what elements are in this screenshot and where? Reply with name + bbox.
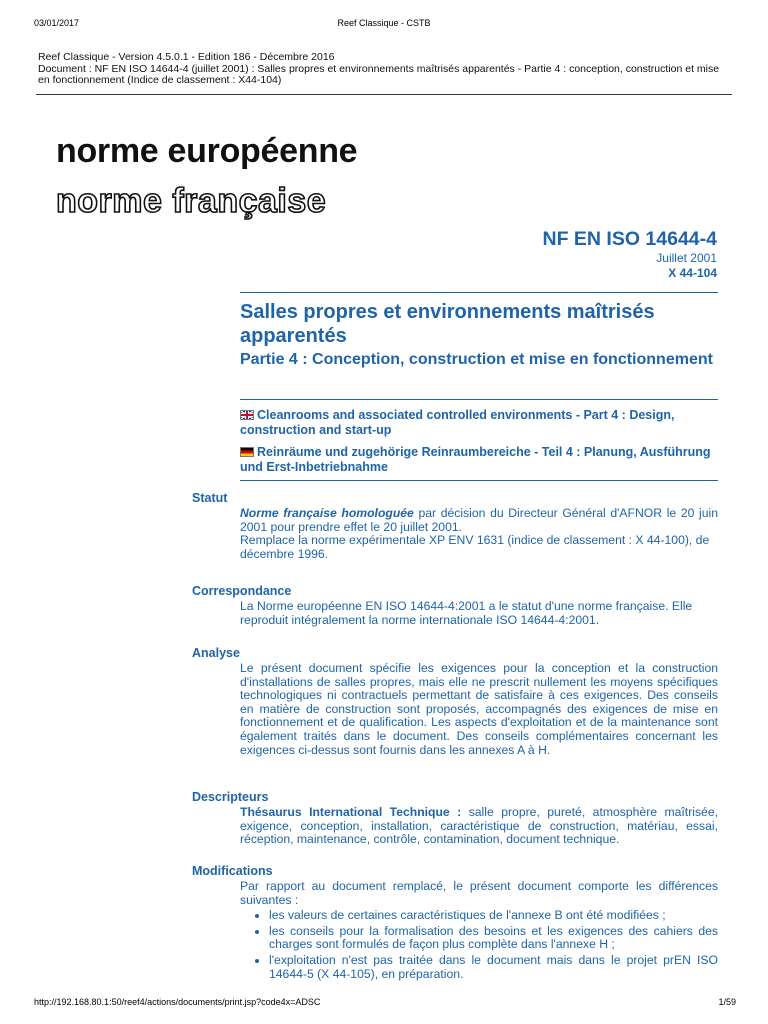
- title-divider-middle: [240, 399, 718, 400]
- list-item: • les valeurs de certaines caractéristiques de l'annexe B ont été modifiées ;: [269, 909, 718, 923]
- section-body-modifications: [240, 880, 718, 983]
- print-title: Reef Classique - CSTB: [337, 18, 431, 28]
- section-label-analyse: Analyse: [192, 646, 240, 660]
- descripteurs-thesaurus-label: Thésaurus International Technique :: [240, 805, 462, 819]
- statut-emphasis: Norme française homologuée: [240, 506, 414, 520]
- modifications-intro: Par rapport au document remplacé, le présent document comporte les différences suivantes :: [240, 879, 718, 907]
- norme-francaise-heading: norme française: [56, 182, 327, 220]
- german-flag-icon: [240, 447, 254, 457]
- uk-flag-icon: [240, 410, 254, 420]
- standard-reference: NF EN ISO 14644-4: [542, 228, 717, 250]
- section-label-statut: Statut: [192, 491, 228, 505]
- print-date: 03/01/2017: [34, 18, 80, 28]
- header-divider: [36, 94, 732, 95]
- english-title-text: Cleanrooms and associated controlled environments - Part 4 : Design, construction and start-up: [240, 408, 675, 437]
- english-title: [240, 408, 718, 438]
- document-title: Salles propres et environnements maîtrisés apparentés: [240, 301, 655, 347]
- section-body-correspondance: La Norme européenne EN ISO 14644-4:2001 a le statut d'une norme française. Elle reproduit intégralement la norme internationale ISO 14644-4:2001.: [240, 599, 693, 627]
- standard-classification: X 44-104: [668, 266, 717, 280]
- section-body-analyse: Le présent document spécifie les exigences pour la conception et la construction d'installations de salles propres, mais elle ne prescrit nullement les moyens spécifiques technologiques ni contractuels permettant de satisfaire à ces exigences. Des conseils en matière de construction sont proposés, accompagnés des exigences de mise en fonctionnement et de qualification. Les aspects d'exploitation et de la maintenance sont également traités dans le document. Des conseils complémentaires concernant les exigences ci-dessus sont fournis dans les annexes A à H.: [240, 661, 718, 757]
- section-label-descripteurs: Descripteurs: [192, 790, 269, 804]
- section-body-statut: [240, 507, 718, 561]
- statut-replaces-text: Remplace la norme expérimentale XP ENV 1631 (indice de classement : X 44-100), de décembre 1996.: [240, 533, 710, 561]
- document-meta: [38, 52, 728, 87]
- meta-version-line: Reef Classique - Version 4.5.0.1 - Edition 186 - Décembre 2016: [38, 51, 335, 63]
- norme-europeenne-heading: norme européenne: [56, 132, 358, 170]
- section-body-descripteurs: [240, 806, 718, 847]
- title-divider-top: [240, 292, 718, 293]
- descripteurs-text: salle propre, pureté, atmosphère maîtrisée, exigence, conception, installation, caractéristique de construction, matériau, essai, réception, maintenance, contrôle, contamination, document technique.: [240, 805, 718, 847]
- statut-text: par décision du Directeur Général d'AFNOR le 20 juin 2001 pour prendre effet le 20 juillet 2001.: [240, 506, 718, 534]
- statut-paragraph: [240, 507, 718, 534]
- section-label-correspondance: Correspondance: [192, 584, 292, 598]
- modifications-list: [240, 909, 718, 981]
- print-url: http://192.168.80.1:50/reef4/actions/documents/print.jsp?code4x=ADSC: [34, 997, 321, 1007]
- page-number: 1/59: [718, 997, 736, 1007]
- german-title: [240, 445, 718, 475]
- standard-date: Juillet 2001: [656, 251, 717, 265]
- list-item: • les conseils pour la formalisation des besoins et les exigences des cahiers des charges sont formulés de façon plus complète dans l'annexe H ;: [269, 925, 718, 952]
- list-item: • l'exploitation n'est pas traitée dans le document mais dans le projet prEN ISO 14644-5 (X 44-105), en préparation.: [269, 954, 718, 981]
- section-label-modifications: Modifications: [192, 864, 273, 878]
- meta-document-line: Document : NF EN ISO 14644-4 (juillet 2001) : Salles propres et environnements maîtrisés apparentés - Partie 4 : conception, construction et mise en fonctionnement (Indice de classement : X44-104): [38, 62, 720, 86]
- document-part-title: Partie 4 : Conception, construction et mise en fonctionnement: [240, 351, 713, 368]
- title-divider-bottom: [240, 480, 718, 481]
- german-title-text: Reinräume und zugehörige Reinraumbereiche - Teil 4 : Planung, Ausführung und Erst-Inbetriebnahme: [240, 445, 711, 474]
